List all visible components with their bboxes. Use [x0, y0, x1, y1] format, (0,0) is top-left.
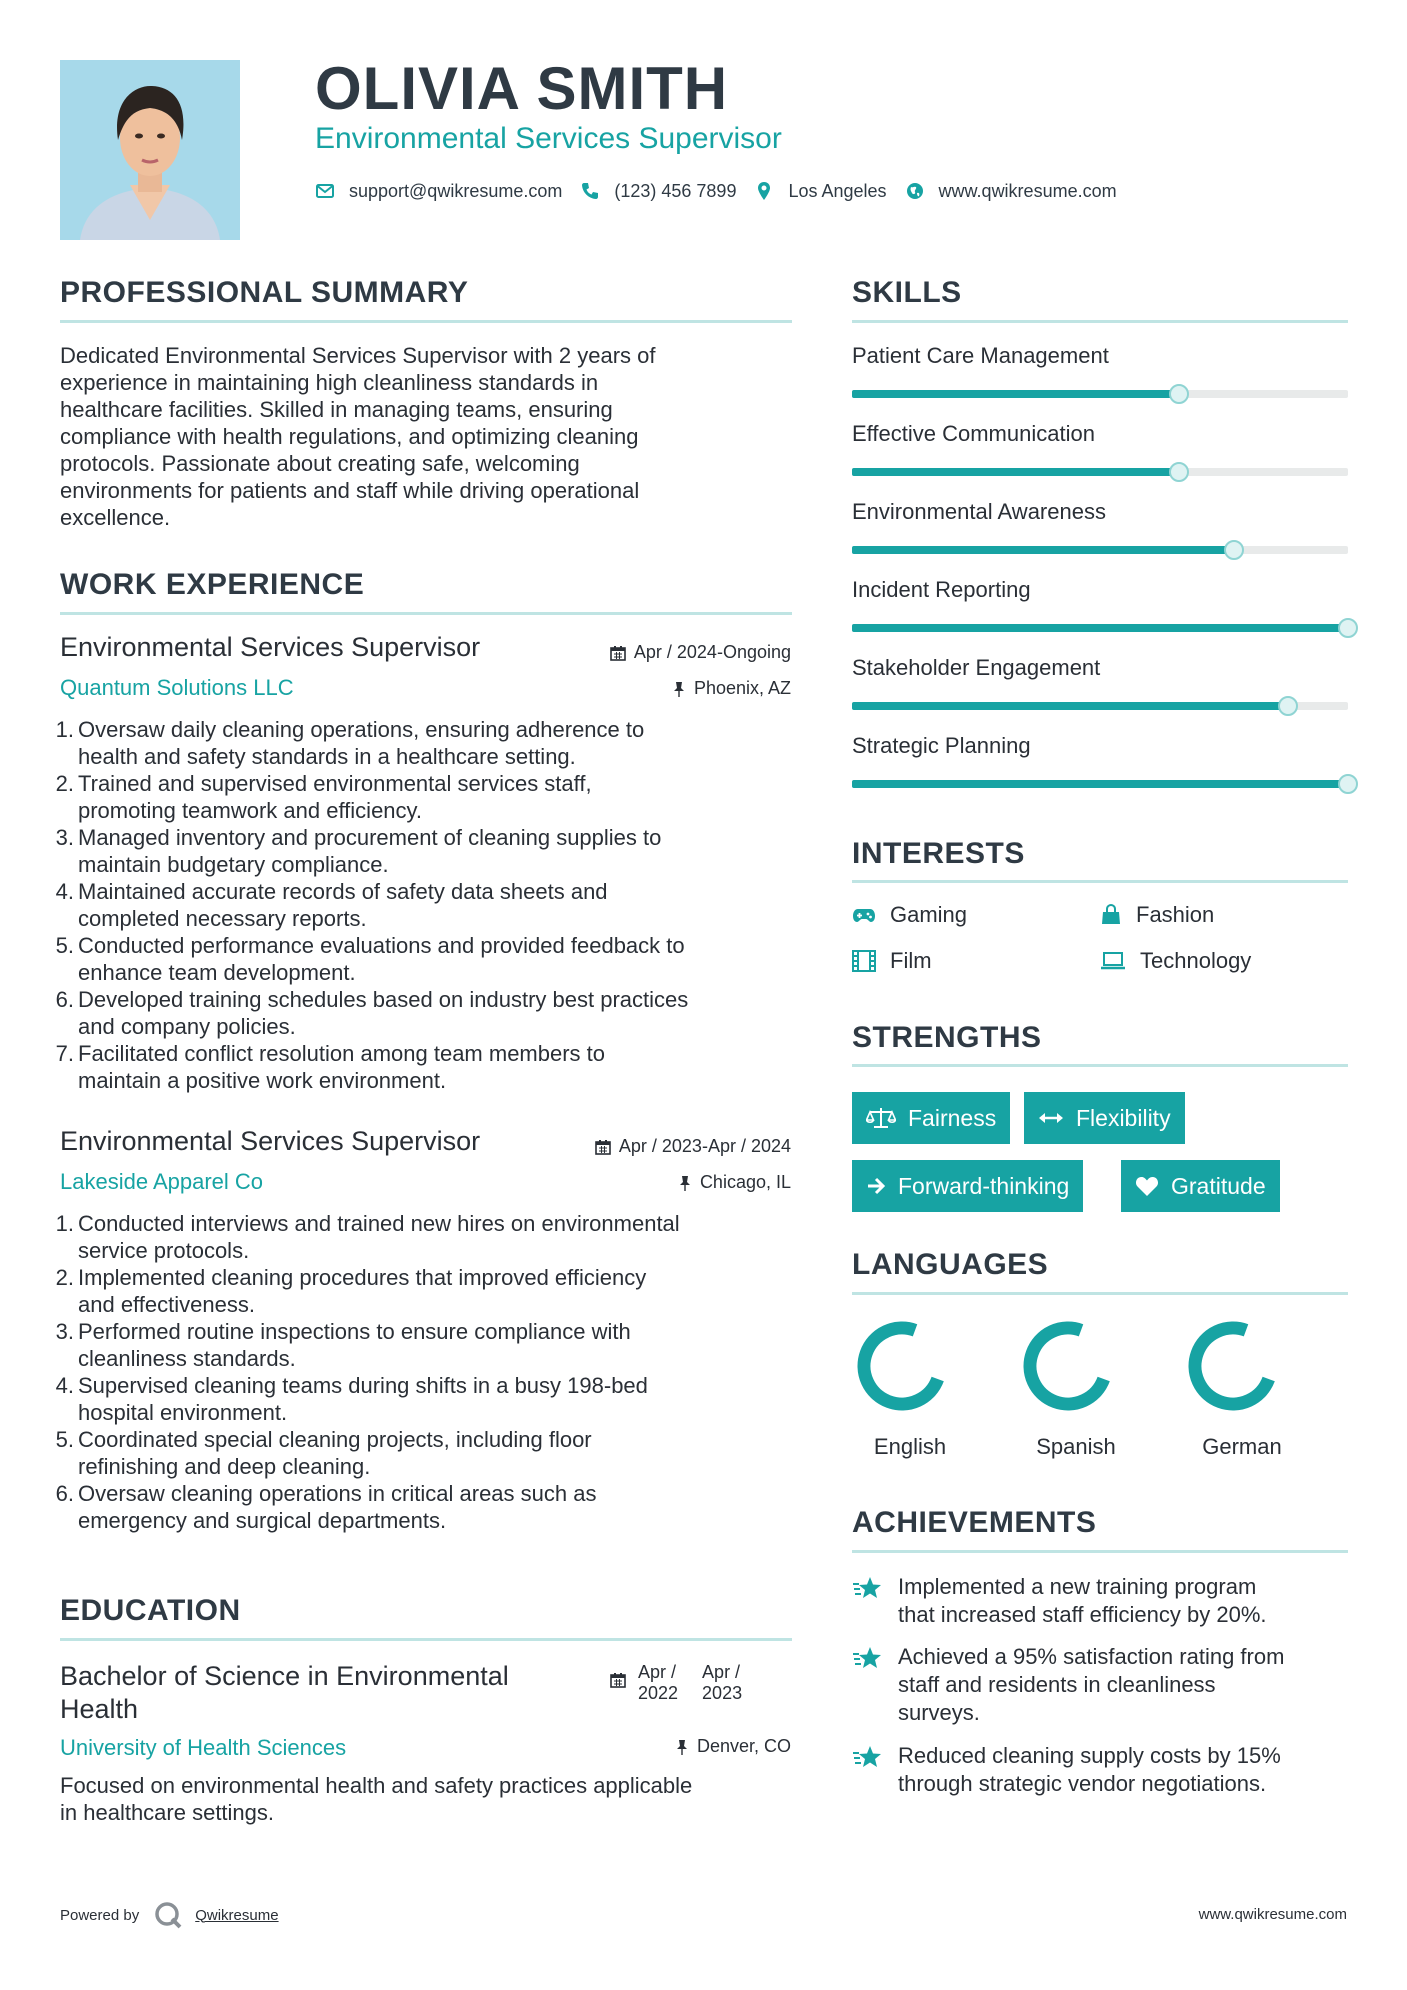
calendar-icon	[610, 1672, 626, 1688]
degree-line: Bachelor of Science in Environmental	[60, 1661, 509, 1691]
summary-line: compliance with health regulations, and optimizing cleaning	[60, 424, 639, 449]
qwikresume-link[interactable]: Qwikresume	[195, 1906, 279, 1924]
interest-item	[852, 948, 932, 974]
duty-line: and effectiveness.	[78, 1292, 255, 1317]
balance-scale-icon	[866, 1106, 896, 1130]
duty-line: and company policies.	[78, 1014, 296, 1039]
star-burst-icon	[852, 1744, 884, 1770]
duty-line: completed necessary reports.	[78, 906, 367, 931]
list-item: 3. Performed routine inspections to ensure compliance with cleanliness standards.	[60, 1318, 800, 1372]
interest-label: Film	[890, 948, 932, 973]
achievement-text	[898, 1742, 1281, 1798]
experience-divider	[60, 612, 792, 615]
company-name: Lakeside Apparel Co	[60, 1169, 264, 1194]
skill-bar-fill	[852, 702, 1288, 710]
list-item: 3. Managed inventory and procurement of cleaning supplies to maintain budgetary compliance.	[60, 824, 800, 878]
skill-label: Stakeholder Engagement	[852, 655, 1101, 680]
education-heading: EDUCATION	[60, 1594, 241, 1627]
edu-start-date	[638, 1662, 678, 1704]
contact-email[interactable]: support@qwikresume.com	[349, 180, 563, 201]
duty-line: maintain budgetary compliance.	[78, 852, 389, 877]
skill-bar	[852, 702, 1348, 710]
duty-line: Implemented cleaning procedures that improved efficiency	[78, 1265, 647, 1290]
language-label: German	[1202, 1434, 1282, 1459]
duty-line: maintain a positive work environment.	[78, 1068, 447, 1093]
list-item: 5. Coordinated special cleaning projects, including floor refinishing and deep cleaning.	[60, 1426, 800, 1480]
list-item: 6. Oversaw cleaning operations in critical areas such as emergency and surgical departments.	[60, 1480, 800, 1534]
calendar-icon	[610, 645, 626, 661]
edu-end-year: 2023	[702, 1683, 743, 1703]
edu-start-year: 2022	[638, 1683, 679, 1703]
duty-line: hospital environment.	[78, 1400, 288, 1425]
job-dates-text: Apr / 2024-Ongoing	[633, 642, 791, 662]
school-name: University of Health Sciences	[60, 1735, 347, 1760]
language-label: English	[873, 1434, 947, 1459]
interest-label: Gaming	[890, 902, 968, 927]
job-duties-list	[55, 1210, 800, 1534]
summary-heading: PROFESSIONAL SUMMARY	[60, 276, 469, 309]
summary-line: Dedicated Environmental Services Supervisor with 2 years of	[60, 343, 656, 368]
phone-icon	[580, 181, 600, 201]
duty-line: promoting teamwork and efficiency.	[78, 798, 423, 823]
achievement-line: Reduced cleaning supply costs by 15%	[898, 1743, 1281, 1768]
language-label: Spanish	[1036, 1434, 1116, 1459]
job-duties-list	[55, 716, 800, 1094]
duty-line: health and safety standards in a healthcare setting.	[78, 744, 576, 769]
achievements-divider	[852, 1550, 1348, 1553]
pushpin-icon	[675, 1739, 689, 1755]
list-item: 5. Conducted performance evaluations and provided feedback to enhance team development.	[60, 932, 800, 986]
shopping-bag-icon	[1100, 904, 1122, 926]
star-burst-icon	[852, 1645, 884, 1671]
arrow-right-icon	[866, 1176, 886, 1196]
qwikresume-logo-icon	[153, 1900, 183, 1930]
achievement-text	[898, 1573, 1267, 1629]
footer-powered-by	[60, 1900, 279, 1930]
strength-label: Flexibility	[1076, 1104, 1171, 1131]
contact-phone[interactable]: (123) 456 7899	[614, 180, 737, 201]
duty-line: Facilitated conflict resolution among team members to	[78, 1041, 606, 1066]
education-desc-line: Focused on environmental health and safety practices applicable	[60, 1773, 693, 1798]
achievement-line: Implemented a new training program	[898, 1574, 1257, 1599]
strength-badge	[852, 1160, 1083, 1212]
duty-line: Conducted interviews and trained new hires on environmental	[78, 1211, 680, 1236]
job-dates	[610, 642, 791, 663]
achievement-item	[852, 1643, 1352, 1727]
interest-label: Fashion	[1136, 902, 1215, 927]
duty-line: emergency and surgical departments.	[78, 1508, 447, 1533]
list-item: 2. Trained and supervised environmental services staff, promoting teamwork and efficiency.	[60, 770, 800, 824]
list-item: 7. Facilitated conflict resolution among team members to maintain a positive work environment.	[60, 1040, 800, 1094]
list-item: 6. Developed training schedules based on industry best practices and company policies.	[60, 986, 800, 1040]
skill-bar	[852, 390, 1348, 398]
education-description	[60, 1772, 800, 1826]
skill-bar-fill	[852, 780, 1348, 788]
skill-bar-fill	[852, 624, 1348, 632]
skill-bar-knob	[1169, 384, 1189, 404]
profile-photo	[60, 60, 240, 240]
summary-text	[60, 342, 800, 531]
skill-bar-knob	[1169, 462, 1189, 482]
list-item: 1. Oversaw daily cleaning operations, ensuring adherence to health and safety standards in a healthcare setting.	[60, 716, 800, 770]
edu-end-month: Apr /	[702, 1662, 741, 1682]
job-location	[678, 1172, 791, 1193]
degree-line: Health	[60, 1694, 139, 1724]
strengths-divider	[852, 1064, 1348, 1067]
education-dates	[610, 1662, 742, 1704]
contact-location: Los Angeles	[788, 180, 887, 201]
film-icon	[852, 950, 876, 972]
language-gauge	[1183, 1316, 1283, 1416]
education-desc-line: in healthcare settings.	[60, 1800, 275, 1825]
arrows-horizontal-icon	[1038, 1110, 1064, 1126]
duty-line: Trained and supervised environmental services staff,	[78, 771, 592, 796]
summary-divider	[60, 320, 792, 323]
skill-label: Effective Communication	[852, 421, 1095, 446]
interests-divider	[852, 880, 1348, 883]
skill-bar-knob	[1224, 540, 1244, 560]
pushpin-icon	[672, 681, 686, 697]
achievement-line: through strategic vendor negotiations.	[898, 1771, 1267, 1796]
education-location	[675, 1736, 791, 1757]
strength-badge	[1121, 1160, 1280, 1212]
summary-line: excellence.	[60, 505, 171, 530]
duty-line: Supervised cleaning teams during shifts in a busy 198-bed	[78, 1373, 648, 1398]
list-item: 4. Supervised cleaning teams during shifts in a busy 198-bed hospital environment.	[60, 1372, 800, 1426]
job-location-text: Phoenix, AZ	[693, 678, 791, 698]
achievements-heading: ACHIEVEMENTS	[852, 1506, 1097, 1539]
skill-bar-fill	[852, 390, 1179, 398]
achievement-item	[852, 1573, 1352, 1629]
skill-bar-knob	[1278, 696, 1298, 716]
gamepad-icon	[852, 906, 876, 924]
job-location	[672, 678, 791, 699]
strength-label: Fairness	[908, 1104, 997, 1131]
interest-label: Technology	[1140, 948, 1252, 973]
summary-line: environments for patients and staff while driving operational	[60, 478, 640, 503]
skill-label: Incident Reporting	[852, 577, 1031, 602]
language-gauge	[1018, 1316, 1118, 1416]
duty-line: Conducted performance evaluations and provided feedback to	[78, 933, 685, 958]
job-title: Environmental Services Supervisor	[60, 632, 481, 662]
contact-bar	[315, 178, 1135, 204]
duty-line: Developed training schedules based on industry best practices	[78, 987, 689, 1012]
edu-start-month: Apr /	[638, 1662, 677, 1682]
skill-bar-knob	[1338, 618, 1358, 638]
laptop-icon	[1100, 951, 1126, 971]
job-title: Environmental Services Supervisor	[60, 1126, 481, 1156]
job-location-text: Chicago, IL	[699, 1172, 791, 1192]
skill-bar	[852, 468, 1348, 476]
strength-badge	[852, 1092, 1010, 1144]
interest-item	[852, 902, 967, 928]
map-marker-icon	[754, 181, 774, 201]
company-name: Quantum Solutions LLC	[60, 675, 294, 700]
languages-heading: LANGUAGES	[852, 1248, 1049, 1281]
duty-line: Maintained accurate records of safety data sheets and	[78, 879, 608, 904]
duty-line: Managed inventory and procurement of cleaning supplies to	[78, 825, 662, 850]
skills-heading: SKILLS	[852, 276, 962, 309]
skill-label: Environmental Awareness	[852, 499, 1106, 524]
job-dates	[595, 1136, 791, 1157]
skill-bar	[852, 780, 1348, 788]
skill-bar	[852, 546, 1348, 554]
candidate-title: Environmental Services Supervisor	[315, 122, 782, 155]
globe-icon	[905, 181, 925, 201]
list-item: 4. Maintained accurate records of safety data sheets and completed necessary reports.	[60, 878, 800, 932]
contact-website[interactable]: www.qwikresume.com	[938, 180, 1117, 201]
strength-label: Forward-thinking	[898, 1172, 1070, 1199]
strength-badge	[1024, 1092, 1185, 1144]
interest-item	[1100, 902, 1214, 928]
duty-line: refinishing and deep cleaning.	[78, 1454, 371, 1479]
achievement-text	[898, 1643, 1284, 1727]
candidate-name: OLIVIA SMITH	[315, 55, 729, 122]
envelope-icon	[315, 181, 335, 201]
skill-bar-fill	[852, 468, 1179, 476]
interests-heading: INTERESTS	[852, 837, 1025, 870]
duty-line: cleanliness standards.	[78, 1346, 296, 1371]
skill-bar-fill	[852, 546, 1234, 554]
achievement-item	[852, 1742, 1352, 1798]
powered-by-text: Powered by	[60, 1906, 140, 1924]
education-location-text: Denver, CO	[696, 1736, 791, 1756]
achievement-line: Achieved a 95% satisfaction rating from	[898, 1644, 1285, 1669]
calendar-icon	[595, 1139, 611, 1155]
duty-line: Performed routine inspections to ensure compliance with	[78, 1319, 631, 1344]
summary-line: protocols. Passionate about creating safe, welcoming	[60, 451, 580, 476]
languages-divider	[852, 1292, 1348, 1295]
achievement-line: surveys.	[898, 1700, 980, 1725]
achievement-line: that increased staff efficiency by 20%.	[898, 1602, 1267, 1627]
pushpin-icon	[678, 1175, 692, 1191]
list-item: 2. Implemented cleaning procedures that improved efficiency and effectiveness.	[60, 1264, 800, 1318]
summary-line: healthcare facilities. Skilled in managing teams, ensuring	[60, 397, 613, 422]
duty-line: service protocols.	[78, 1238, 250, 1263]
achievement-line: staff and residents in cleanliness	[898, 1672, 1216, 1697]
duty-line: Coordinated special cleaning projects, including floor	[78, 1427, 592, 1452]
skill-label: Strategic Planning	[852, 733, 1031, 758]
degree-title	[60, 1660, 509, 1726]
interest-item	[1100, 948, 1251, 974]
duty-line: Oversaw cleaning operations in critical areas such as	[78, 1481, 597, 1506]
duty-line: enhance team development.	[78, 960, 356, 985]
skill-label: Patient Care Management	[852, 343, 1109, 368]
edu-end-date	[702, 1662, 742, 1704]
language-gauge	[852, 1316, 952, 1416]
education-divider	[60, 1638, 792, 1641]
experience-heading: WORK EXPERIENCE	[60, 568, 365, 601]
heart-icon	[1135, 1175, 1159, 1197]
skill-bar	[852, 624, 1348, 632]
footer-url[interactable]: www.qwikresume.com	[1198, 1906, 1347, 1923]
job-dates-text: Apr / 2023-Apr / 2024	[618, 1136, 791, 1156]
list-item: 1. Conducted interviews and trained new hires on environmental service protocols.	[60, 1210, 800, 1264]
strengths-heading: STRENGTHS	[852, 1021, 1042, 1054]
strength-label: Gratitude	[1171, 1172, 1266, 1199]
summary-line: experience in maintaining high cleanliness standards in	[60, 370, 599, 395]
star-burst-icon	[852, 1575, 884, 1601]
skill-bar-knob	[1338, 774, 1358, 794]
duty-line: Oversaw daily cleaning operations, ensuring adherence to	[78, 717, 645, 742]
skills-divider	[852, 320, 1348, 323]
